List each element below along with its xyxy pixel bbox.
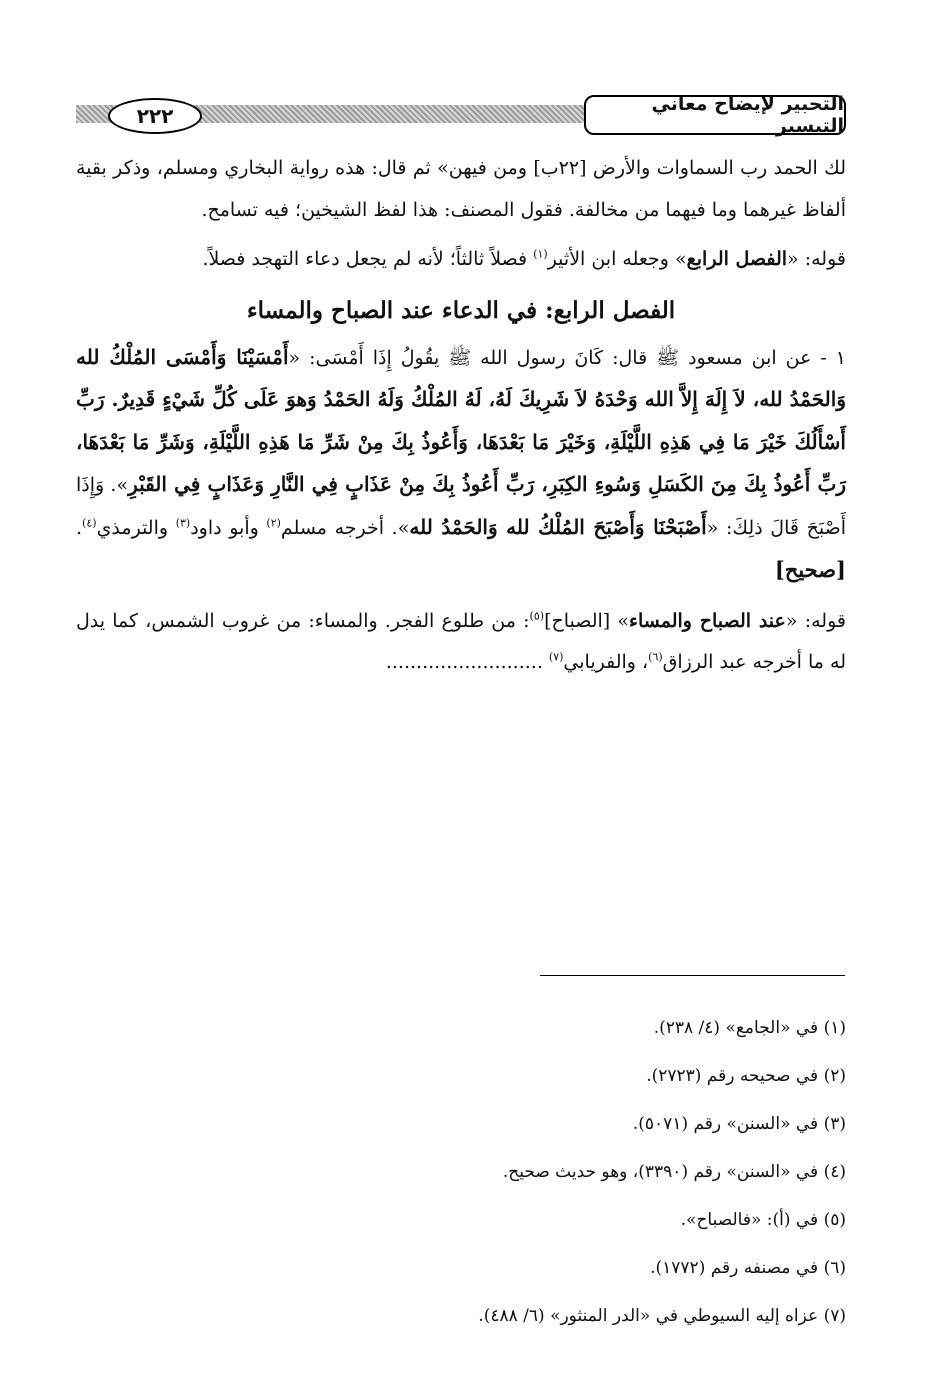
hadith-intro: ١ - عن ابن مسعود ﷺ قال: كَانَ رسول الله ﷺ يقُولُ إِذَا أَمْسَى: « xyxy=(288,346,846,369)
footnote-ref-4: (٤) xyxy=(82,516,97,530)
page-number: ٢٢٢ xyxy=(108,98,202,134)
hadith-quote-evening: أَمْسَيْنَا وَأَمْسَى المُلْكُ لله وَالحَمْدُ لله، لاَ إِلَهَ إِلاَّ الله وَحْدَهُ لاَ شَرِيكَ لَهُ، لَهُ المُلْكُ وَلَهُ الحَمْدُ وَهوَ عَلَى كُلِّ شَيْءٍ قَدِيرٌ. رَبِّ أَسْأَلُكَ خَيْرَ مَا فِي هَذِهِ اللَّيْلَةِ، وَخَيْرَ مَا بَعْدَهَا، وَأَعُوذُ بِكَ مِنْ شَرِّ مَا هَذِهِ اللَّيْلَةِ، وَشَرِّ مَا بَعْدَهَا، رَبِّ أَعُوذُ بِكَ مِنَ الكَسَلِ وَسُوءِ الكِبَرِ، رَبِّ أَعُوذُ بِكَ مِنْ عَذَابٍ فِي النَّارِ وَعَذَابٍ فِي القَبْرِ xyxy=(76,344,846,496)
p2-mid: » وجعله ابن الأثير xyxy=(547,248,687,270)
p4-mid: » [الصباح] xyxy=(544,609,630,632)
hadith-mid: ». وَإِذَا أَصْبَحَ قَالَ ذلِكَ: « xyxy=(76,474,847,539)
hadith-paragraph xyxy=(76,337,846,593)
paragraph-2 xyxy=(76,239,846,281)
p2-rest: فصلاً ثالثاً؛ لأنه لم يجعل دعاء التهجد فصلاً. xyxy=(202,248,534,270)
footnote-6: (٦) في مصنفه رقم (١٧٧٢). xyxy=(650,1258,846,1278)
footnote-3: (٣) في «السنن» رقم (٥٠٧١). xyxy=(632,1114,846,1134)
p4-text-b: ، والفريابي xyxy=(563,651,649,673)
footnote-7: (٧) عزاه إليه السيوطي في «الدر المنثور» (٦/ ٤٨٨). xyxy=(478,1306,846,1326)
footnote-ref-7: (٧) xyxy=(548,650,564,664)
paragraph-1: لك الحمد رب السماوات والأرض [٢٢ب] ومن فيهن» ثم قال: هذه رواية البخاري ومسلم، وذكر بقية ألفاظ غيرهما وما فيهما من مخالفة. فقول المصنف: هذا لفظ الشيخين؛ فيه تسامح. xyxy=(76,157,846,221)
section-title: الفصل الرابع: في الدعاء عند الصباح والمساء xyxy=(246,296,676,324)
hadith-source-4: . xyxy=(76,516,83,539)
p4-dots: .......................... xyxy=(385,651,549,673)
hadith-grade: [صحيح] xyxy=(774,557,846,582)
book-title: التحبير لإيضاح معاني التيسير xyxy=(584,95,846,135)
footnote-divider xyxy=(540,975,845,976)
paragraph-4 xyxy=(76,601,846,684)
footnote-1: (١) في «الجامع» (٤/ ٢٣٨). xyxy=(653,1018,846,1038)
hadith-source-3: والترمذي xyxy=(96,516,176,539)
footnote-ref-5: (٥) xyxy=(529,609,545,623)
footnote-4: (٤) في «السنن» رقم (٣٣٩٠)، وهو حديث صحيح. xyxy=(502,1162,846,1182)
footnote-ref-1: (١) xyxy=(533,247,548,261)
hadith-source-2: وأبو داود xyxy=(190,516,267,539)
footnote-5: (٥) في (أ): «فالصباح». xyxy=(680,1210,846,1230)
footnote-2: (٢) في صحيحه رقم (٢٧٢٣). xyxy=(646,1066,846,1086)
hadith-quote-morning: أَصْبَحْنَا وَأَصْبَحَ المُلْكُ لله وَالحَمْدُ لله xyxy=(409,514,707,539)
footnote-ref-6: (٦) xyxy=(648,650,663,664)
p2-prefix: قوله: « xyxy=(787,248,846,270)
p4-bold-term: عند الصباح والمساء xyxy=(629,609,786,632)
p2-bold-term: الفصل الرابع xyxy=(686,248,788,270)
hadith-source-1: ». أخرجه مسلم xyxy=(280,516,410,539)
footnote-ref-2: (٢) xyxy=(266,516,281,530)
page-header xyxy=(76,93,846,137)
footnote-ref-3: (٣) xyxy=(175,516,191,530)
p4-text-a: : من طلوع الفجر. والمساء: من غروب الشمس، كما يدل له ما أخرجه عبد الرزاق xyxy=(76,609,846,673)
main-text xyxy=(76,148,846,692)
footnotes-list xyxy=(76,1008,846,1344)
p4-prefix: قوله: « xyxy=(785,609,846,632)
